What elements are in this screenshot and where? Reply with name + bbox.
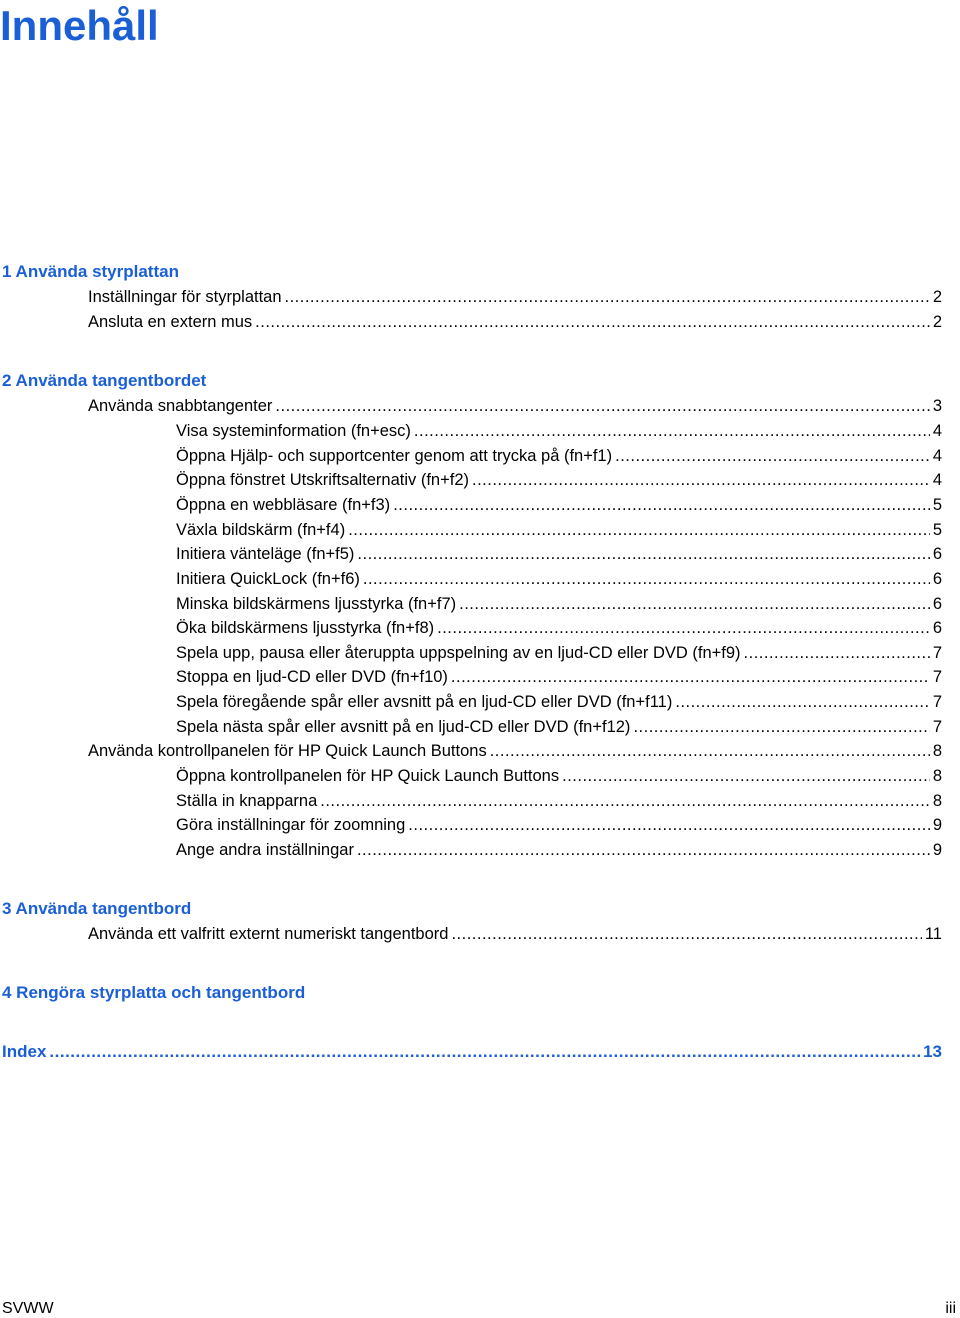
- toc-entry-page: 11: [924, 925, 942, 943]
- toc-chapter-2[interactable]: 2 Använda tangentbordet: [2, 371, 207, 390]
- toc-leader-dots: [451, 924, 921, 944]
- toc-leader-dots: [744, 643, 930, 663]
- toc-leader-dots: [285, 287, 930, 307]
- toc-entry[interactable]: [176, 594, 942, 614]
- toc-entry-label: Inställningar för styrplattan: [88, 288, 282, 306]
- toc-entry[interactable]: [88, 924, 942, 944]
- toc-leader-dots: [408, 815, 930, 835]
- toc-entry-page: 8: [932, 742, 942, 760]
- toc-entry-label: Öppna kontrollpanelen för HP Quick Launch Buttons: [176, 767, 560, 785]
- toc-entry-page: 7: [932, 668, 942, 686]
- toc-entry-label: Index: [2, 1042, 47, 1061]
- toc-entry[interactable]: [176, 692, 942, 712]
- toc-entry-page: 4: [932, 447, 942, 465]
- toc-entry-page: 7: [932, 644, 942, 662]
- toc-leader-dots: [459, 594, 930, 614]
- toc-leader-dots: [357, 840, 930, 860]
- toc-entry-label: Stoppa en ljud-CD eller DVD (fn+f10): [176, 668, 448, 686]
- toc-entry[interactable]: [176, 421, 942, 441]
- toc-leader-dots: [320, 791, 930, 811]
- toc-leader-dots: [451, 667, 930, 687]
- toc-leader-dots: [393, 495, 930, 515]
- toc-chapter-1[interactable]: 1 Använda styrplattan: [2, 262, 179, 281]
- toc-leader-dots: [675, 692, 929, 712]
- toc-leader-dots: [490, 741, 930, 761]
- toc-entry-page: 9: [932, 841, 942, 859]
- toc-entry-page: 6: [932, 595, 942, 613]
- toc-entry[interactable]: [176, 766, 942, 786]
- toc-entry-page: 5: [932, 521, 942, 539]
- toc-entry-label: Ange andra inställningar: [176, 841, 354, 859]
- toc-leader-dots: [633, 717, 929, 737]
- toc-entry-page: 7: [932, 718, 942, 736]
- toc-entry[interactable]: [176, 643, 942, 663]
- toc-entry[interactable]: [176, 569, 942, 589]
- toc-entry[interactable]: [176, 791, 942, 811]
- toc-entry-label: Växla bildskärm (fn+f4): [176, 521, 346, 539]
- toc-entry-label: Använda ett valfritt externt numeriskt tangentbord: [88, 925, 449, 943]
- toc-leader-dots: [363, 569, 930, 589]
- toc-leader-dots: [357, 544, 929, 564]
- toc-entry-label: Använda kontrollpanelen för HP Quick Launch Buttons: [88, 742, 487, 760]
- toc-entry[interactable]: [176, 717, 942, 737]
- toc-entry[interactable]: [176, 667, 942, 687]
- toc-entry-page: 2: [932, 288, 942, 306]
- toc-entry-label: Ansluta en extern mus: [88, 313, 253, 331]
- footer-doc-code: SVWW: [2, 1300, 54, 1317]
- toc-entry-label: Göra inställningar för zoomning: [176, 816, 406, 834]
- toc-entry-page: 13: [923, 1042, 942, 1061]
- toc-entry-page: 6: [932, 619, 942, 637]
- toc-entry-label: Spela föregående spår eller avsnitt på en ljud-CD eller DVD (fn+f11): [176, 693, 673, 711]
- toc-entry-label: Öka bildskärmens ljusstyrka (fn+f8): [176, 619, 435, 637]
- toc-leader-dots: [615, 446, 930, 466]
- toc-leader-dots: [275, 396, 929, 416]
- toc-entry[interactable]: [176, 840, 942, 860]
- toc-entry[interactable]: [176, 495, 942, 515]
- toc-entry[interactable]: [88, 312, 942, 332]
- toc-entry-label: Använda snabbtangenter: [88, 397, 273, 415]
- toc-entry-label: Initiera vänteläge (fn+f5): [176, 545, 355, 563]
- toc-entry-page: 7: [932, 693, 942, 711]
- toc-entry-label: Öppna fönstret Utskriftsalternativ (fn+f2): [176, 471, 469, 489]
- toc-entry-page: 4: [932, 422, 942, 440]
- toc-leader-dots: [437, 618, 930, 638]
- toc-leader-dots: [414, 421, 930, 441]
- toc-leader-dots: [562, 766, 930, 786]
- toc-entry-page: 5: [932, 496, 942, 514]
- toc-entry[interactable]: [88, 741, 942, 761]
- toc-leader-dots: [348, 520, 930, 540]
- toc-entry[interactable]: [176, 618, 942, 638]
- footer-page-number: iii: [945, 1300, 956, 1317]
- page-title: Innehåll: [0, 2, 159, 49]
- toc-entry-label: Spela nästa spår eller avsnitt på en ljud-CD eller DVD (fn+f12): [176, 718, 631, 736]
- toc-entry[interactable]: [88, 396, 942, 416]
- toc-entry[interactable]: [176, 815, 942, 835]
- toc-chapter-4[interactable]: 4 Rengöra styrplatta och tangentbord: [2, 983, 306, 1002]
- toc-entry-page: 4: [932, 471, 942, 489]
- toc-entry-page: 9: [932, 816, 942, 834]
- toc-entry[interactable]: [176, 544, 942, 564]
- toc-entry[interactable]: [176, 520, 942, 540]
- toc-entry[interactable]: [176, 446, 942, 466]
- toc-entry-page: 8: [932, 767, 942, 785]
- toc-entry-label: Visa systeminformation (fn+esc): [176, 422, 411, 440]
- toc-chapter-3[interactable]: 3 Använda tangentbord: [2, 899, 192, 918]
- toc-entry[interactable]: [176, 470, 942, 490]
- toc-entry-label: Spela upp, pausa eller återuppta uppspelning av en ljud-CD eller DVD (fn+f9): [176, 644, 741, 662]
- toc-leader-dots: [49, 1042, 920, 1062]
- toc-entry[interactable]: [88, 287, 942, 307]
- toc-entry-label: Ställa in knapparna: [176, 792, 318, 810]
- toc-entry-page: 8: [932, 792, 942, 810]
- toc-entry-page: 3: [932, 397, 942, 415]
- toc-entry-page: 6: [932, 570, 942, 588]
- toc-leader-dots: [255, 312, 930, 332]
- toc-entry-label: Öppna en webbläsare (fn+f3): [176, 496, 391, 514]
- toc-entry-label: Initiera QuickLock (fn+f6): [176, 570, 360, 588]
- toc-entry-page: 2: [932, 313, 942, 331]
- toc-entry-page: 6: [932, 545, 942, 563]
- toc-entry-label: Minska bildskärmens ljusstyrka (fn+f7): [176, 595, 457, 613]
- toc-leader-dots: [472, 470, 930, 490]
- toc-entry-label: Öppna Hjälp- och supportcenter genom att trycka på (fn+f1): [176, 447, 613, 465]
- toc-index-entry[interactable]: [2, 1042, 942, 1062]
